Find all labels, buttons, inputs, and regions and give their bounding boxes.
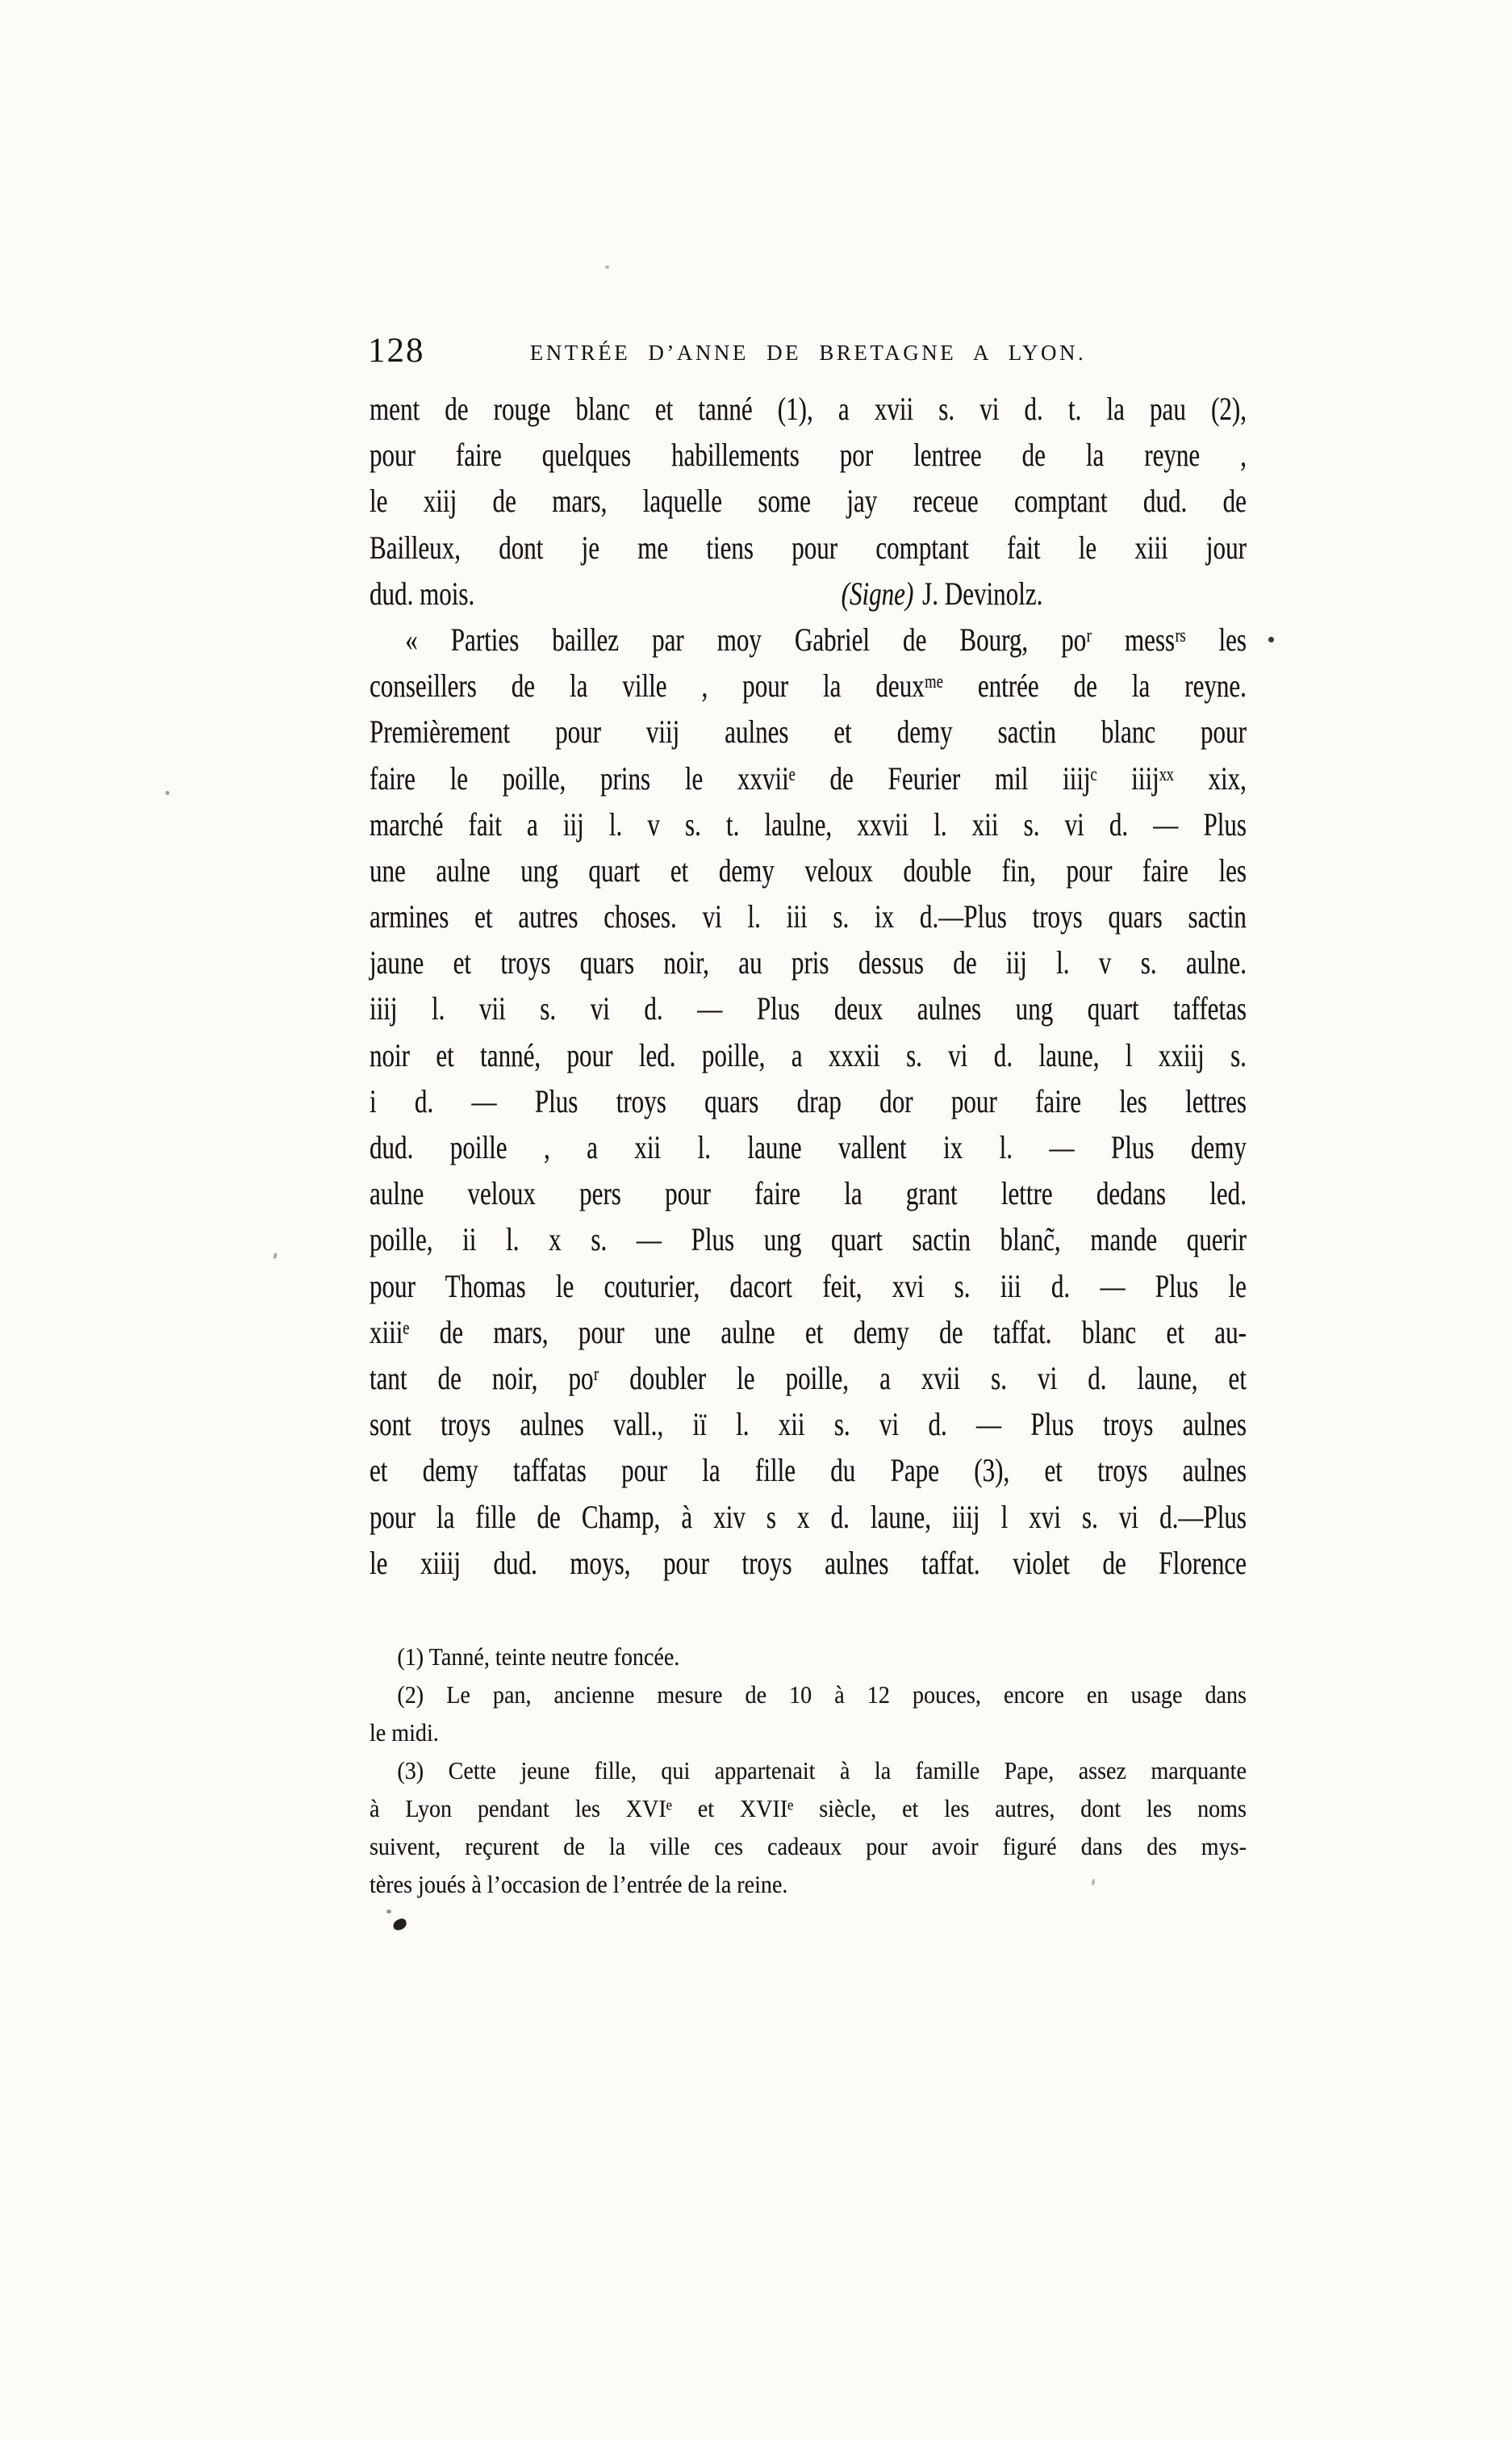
ink-speck xyxy=(605,266,609,269)
footnote-line: tères joués à l’occasion de l’entrée de la reine. xyxy=(370,1870,788,1898)
page-number: 128 xyxy=(368,332,425,370)
body-line: le xiiij dud. moys, pour troys aulnes taffat. violet de Florence xyxy=(370,1544,1247,1581)
footnote-line: (2) Le pan, ancienne mesure de 10 à 12 pouces, encore en usage dans xyxy=(397,1680,1247,1709)
body-text xyxy=(370,386,1247,1586)
body-line-signature xyxy=(370,571,1247,617)
body-line: ment de rouge blanc et tanné (1), a xvii s. vi d. t. la pau (2), xyxy=(370,391,1247,427)
body-line: aulne veloux pers pour faire la grant lettre dedans led. xyxy=(370,1175,1247,1212)
body-line: le xiij de mars, laquelle some jay receue comptant dud. de xyxy=(370,483,1247,520)
footnotes xyxy=(370,1638,1247,1903)
signature-name: J. Devinolz. xyxy=(922,575,1043,612)
body-line: sont troys aulnes vall., iï l. xii s. vi d. — Plus troys aulnes xyxy=(370,1406,1247,1443)
signature-label: (Signe) xyxy=(841,575,914,612)
body-line: pour Thomas le couturier, dacort feit, xvi s. iii d. — Plus le xyxy=(370,1267,1247,1304)
margin-dot xyxy=(1268,637,1274,642)
body-line: pour faire quelques habillements por lentree de la reyne , xyxy=(370,437,1247,474)
ink-speck xyxy=(273,1253,278,1260)
footnote-line: à Lyon pendant les XVIᵉ et XVIIᵉ siècle, et les autres, dont les noms xyxy=(370,1794,1247,1822)
body-line: noir et tanné, pour led. poille, a xxxii s. vi d. laune, l xxiij s. xyxy=(370,1036,1247,1073)
body-line: une aulne ung quart et demy veloux double fin, pour faire les xyxy=(370,851,1247,889)
body-line: Bailleux, dont je me tiens pour comptant fait le xiii jour xyxy=(370,529,1247,566)
body-line: xiiiᵉ de mars, pour une aulne et demy de taffat. blanc et au- xyxy=(370,1313,1247,1350)
body-line: jaune et troys quars noir, au pris dessus de iij l. v s. aulne. xyxy=(370,944,1247,981)
body-line: dud. poille , a xii l. laune vallent ix l. — Plus demy xyxy=(370,1129,1247,1165)
footnote-line: (3) Cette jeune fille, qui appartenait à la famille Pape, assez marquante xyxy=(397,1756,1247,1784)
body-line: iiij l. vii s. vi d. — Plus deux aulnes ung quart taffetas xyxy=(370,990,1247,1027)
ink-speck xyxy=(165,791,169,795)
footnote-line: (1) Tanné, teinte neutre foncée. xyxy=(397,1642,680,1671)
ink-speck xyxy=(386,1910,391,1914)
signature-left-text: dud. mois. xyxy=(370,575,475,612)
body-line: conseillers de la ville , pour la deuxᵐᵉ entrée de la reyne. xyxy=(370,667,1247,705)
body-line: tant de noir, poʳ doubler le poille, a xvii s. vi d. laune, et xyxy=(370,1359,1247,1396)
body-line: i d. — Plus troys quars drap dor pour faire les lettres xyxy=(370,1082,1247,1119)
body-line: pour la fille de Champ, à xiv s x d. laune, iiij l xvi s. vi d.—Plus xyxy=(370,1498,1247,1535)
body-line: marché fait a iij l. v s. t. laulne, xxvii l. xii s. vi d. — Plus xyxy=(370,805,1247,843)
body-line: faire le poille, prins le xxviiᵉ de Feurier mil iiijᶜ iiijˣˣ xix, xyxy=(370,759,1247,797)
signature xyxy=(842,571,1043,617)
running-title: ENTRÉE D’ANNE DE BRETAGNE A LYON. xyxy=(529,341,1087,365)
ink-blot xyxy=(391,1917,407,1931)
body-line: poille, ii l. x s. — Plus ung quart sactin blanc̃, mande querir xyxy=(370,1221,1247,1258)
body-line: « Parties baillez par moy Gabriel de Bourg, poʳ messʳˢ les xyxy=(405,621,1247,658)
footnote-line: suivent, reçurent de la ville ces cadeaux pour avoir figuré dans des mys- xyxy=(370,1832,1247,1860)
running-head xyxy=(370,333,1247,375)
body-line: armines et autres choses. vi l. iii s. ix d.—Plus troys quars sactin xyxy=(370,898,1247,935)
footnote-line: le midi. xyxy=(370,1718,439,1747)
body-line: Premièrement pour viij aulnes et demy sactin blanc pour xyxy=(370,713,1247,751)
body-line: et demy taffatas pour la fille du Pape (3), et troys aulnes xyxy=(370,1452,1247,1489)
